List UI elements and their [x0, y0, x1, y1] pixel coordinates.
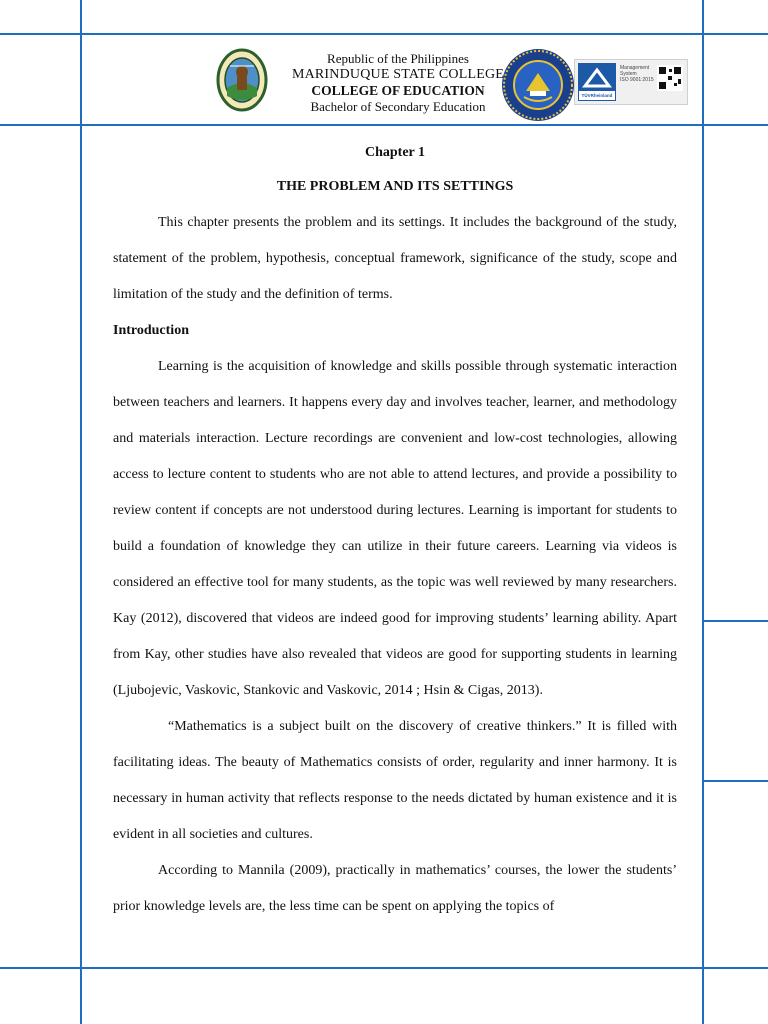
body-paragraph: Learning is the acquisition of knowledge and skills possible through systematic interaction between teachers and learners. It happens every day and involves teacher, learner, and methodology and materials interaction. Lecture recordings are convenient and low-cost technologies, allowing access to lecture content to students who are not able to attend lectures, and provide a possibility to review content if concepts are not understood during lectures. Learning is important for students to build a foundation of knowledge they can utilize in their future careers. Learning via videos is considered an effective tool for many students, as the topic was well reviewed by many researchers. Kay (2012), discovered that videos are indeed good for improving students’ learning ability. Apart from Kay, other studies have also revealed that videos are good for supporting students in learning (Ljubojevic, Vaskovic, Stankovic and Vaskovic, 2014 ; Hsin & Cigas, 2013). [113, 359, 677, 698]
header-program: Bachelor of Secondary Education [310, 99, 486, 114]
document-header [82, 38, 702, 122]
frame-right-line [702, 0, 704, 1024]
cert-text-line3: ISO 9001:2015 [620, 77, 654, 83]
frame-header-bottom-line [0, 124, 768, 126]
frame-left-line [80, 0, 82, 1024]
document-body [113, 140, 677, 925]
cert-text-line2: System [620, 71, 637, 77]
chapter-title: THE PROBLEM AND ITS SETTINGS [276, 179, 514, 194]
frame-bottom-line [0, 967, 768, 969]
iso-certification-badge [574, 59, 688, 105]
department-seal-logo [500, 47, 576, 123]
body-paragraph: “Mathematics is a subject built on the discovery of creative thinkers.” It is filled with facilitating ideas. The beauty of Mathematics consists of order, regularity and inner harmony. It is necessary in human activity that reflects response to the needs dictated by human existence and it is evident in all societies and cultures. [113, 719, 677, 842]
margin-tick-right-2 [702, 780, 768, 782]
header-college-of-education: COLLEGE OF EDUCATION [311, 83, 485, 98]
header-college-name: MARINDUQUE STATE COLLEGE [291, 67, 505, 82]
header-republic: Republic of the Philippines [327, 51, 469, 66]
cert-brand-label: TÜVRheinland [581, 93, 613, 98]
frame-top-line [0, 33, 768, 35]
section-heading-introduction: Introduction [113, 323, 189, 338]
chapter-number: Chapter 1 [364, 145, 426, 160]
body-paragraph: According to Mannila (2009), practically in mathematics’ courses, the lower the students’ prior knowledge levels are, the less time can be spent on applying the topics of [113, 863, 677, 914]
cert-text-line1: Management [620, 65, 650, 71]
chapter-overview-paragraph: This chapter presents the problem and its settings. It includes the background of the study, statement of the problem, hypothesis, conceptual framework, significance of the study, scope and limitation of the study and the definition of terms. [113, 215, 677, 302]
margin-tick-right-1 [702, 620, 768, 622]
